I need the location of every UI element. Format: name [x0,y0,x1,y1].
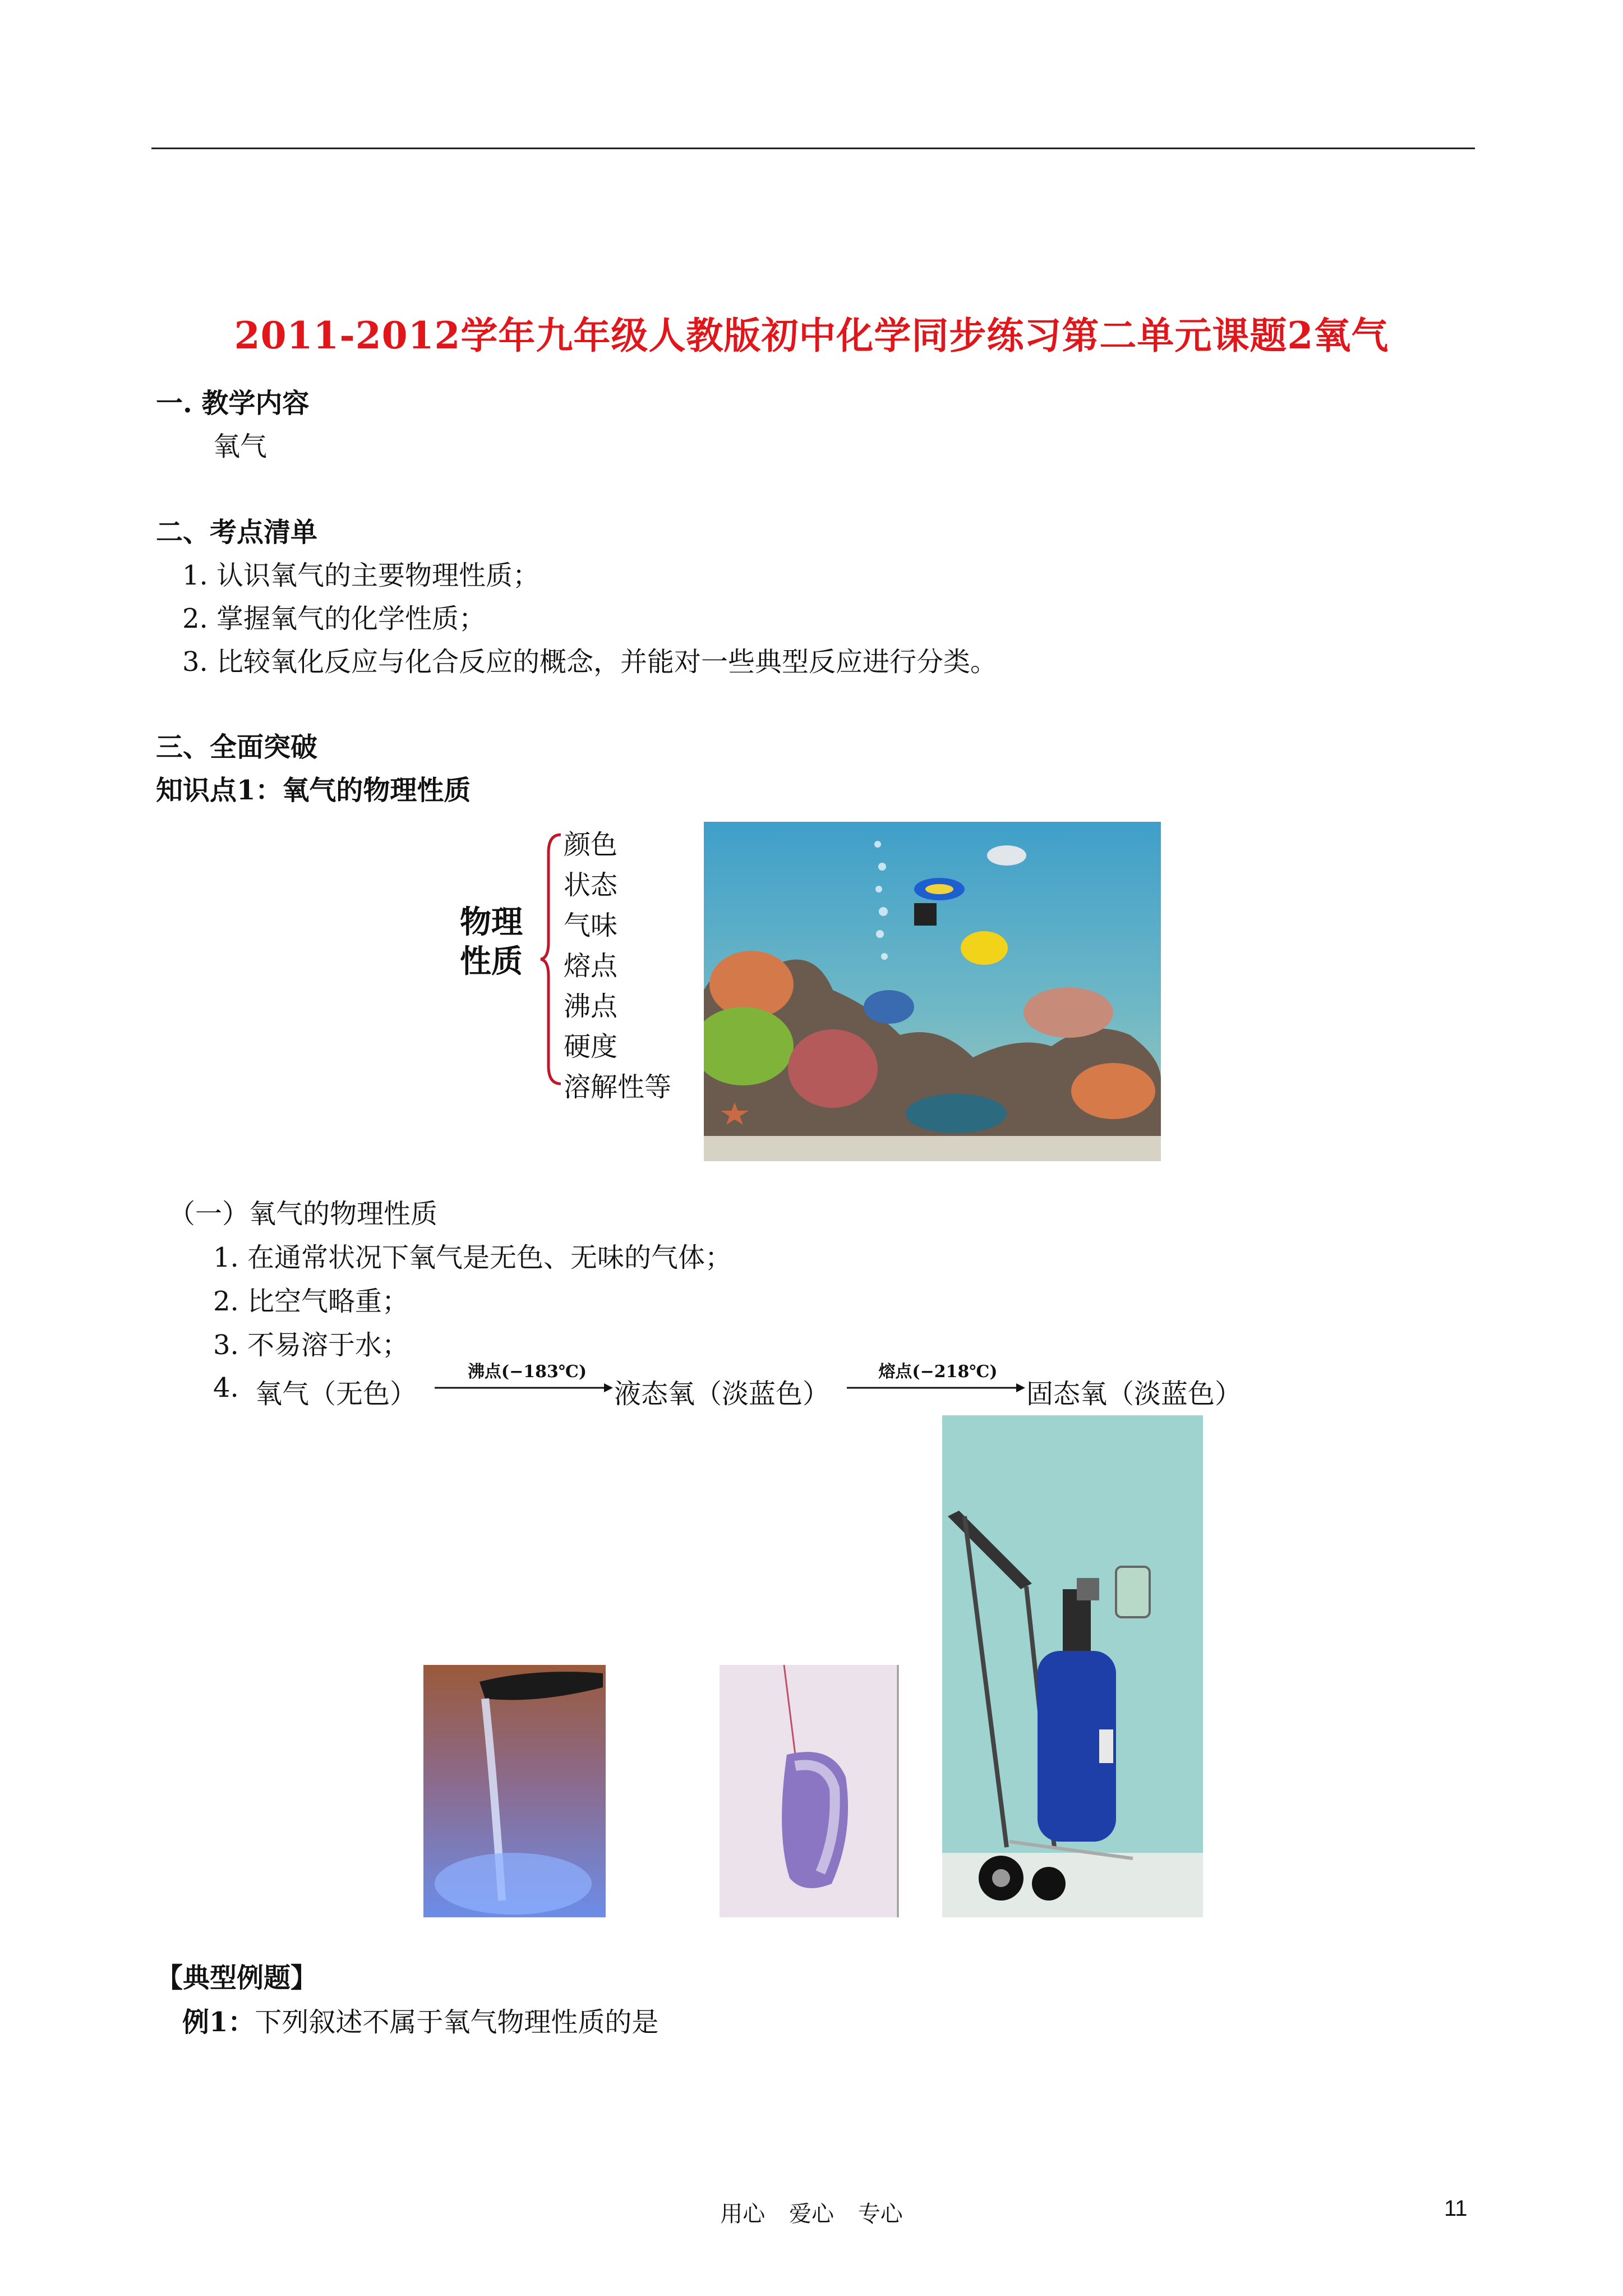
solid-oxygen-state: 固态氧（淡蓝色） [1026,1378,1242,1410]
diagram-item: 溶解性等 [564,1071,672,1103]
diagram-title [460,903,523,982]
section1-content: 氧气 [213,431,268,462]
oxygen-gas-state: 氧气（无色） [255,1378,417,1410]
liquid-oxygen-state: 液态氧（淡蓝色） [614,1378,830,1410]
physical-item: 1. 在通常状况下氧气是无色、无味的气体； [213,1242,732,1273]
header-rule [151,148,1475,149]
diagram-item: 熔点 [564,950,618,982]
example-1-label: 例1： [182,2007,255,2038]
page-number: 11 [1444,2196,1468,2221]
knowledge-point-title: 知识点1：氧气的物理性质 [156,775,471,806]
page-title: 2011-2012学年九年级人教版初中化学同步练习第二单元课题2氧气 [234,314,1389,357]
example-1 [182,2000,658,2039]
brace-icon [538,830,566,1088]
objective-item: 2. 掌握氧气的化学性质； [182,603,486,634]
diagram-title-line: 物理 [460,904,523,941]
boiling-point-label: 沸点(−183℃) [467,1362,587,1382]
section3-heading: 三、全面突破 [156,731,318,763]
arrow-icon [847,1381,1026,1395]
solid-oxygen-photo [720,1665,899,1917]
diagram-item: 硬度 [564,1031,618,1062]
diagram-item: 状态 [564,869,618,901]
diagram-item: 沸点 [564,991,618,1022]
oxygen-cylinder-photo [942,1415,1203,1917]
footer-motto: 用心 爱心 专心 [720,2201,903,2227]
objective-item: 1. 认识氧气的主要物理性质； [182,560,540,591]
diagram-item: 气味 [564,910,618,941]
physical-subheading: （一）氧气的物理性质 [168,1198,438,1230]
objective-item: 3. 比较氧化反应与化合反应的概念，并能对一些典型反应进行分类。 [182,646,998,678]
section1-heading: 一. 教学内容 [156,388,310,419]
diagram-title-line: 性质 [460,944,523,980]
liquid-oxygen-photo [423,1665,606,1917]
examples-heading: 【典型例题】 [156,1962,318,1994]
aquarium-image [704,822,1161,1161]
arrow-icon [435,1381,614,1395]
section2-heading: 二、考点清单 [156,517,318,548]
melting-point-label: 熔点(−218℃) [878,1362,998,1382]
physical-properties-diagram [460,825,695,1103]
physical-item-4-number: 4. [213,1372,239,1404]
example-1-text: 下列叙述不属于氧气物理性质的是 [255,2007,659,2038]
physical-item: 2. 比空气略重； [213,1286,409,1317]
physical-item: 3. 不易溶于水； [213,1329,409,1361]
diagram-items [564,825,671,1107]
diagram-item: 颜色 [564,829,618,861]
